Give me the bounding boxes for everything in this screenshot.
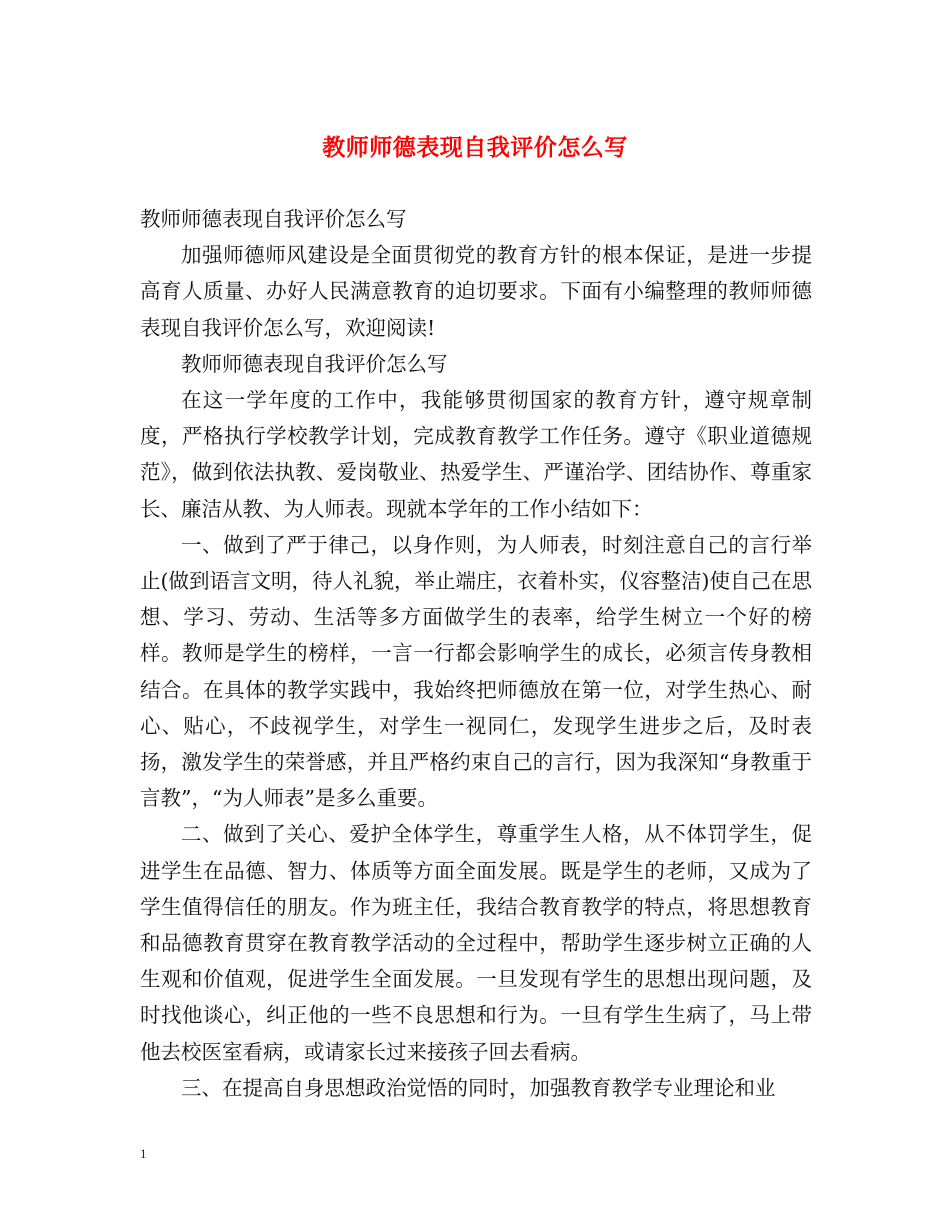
body-paragraph: 二、做到了关心、爱护全体学生，尊重学生人格，从不体罚学生，促进学生在品德、智力、体质等方面全面发展。既是学生的老师，又成为了学生值得信任的朋友。作为班主任，我结合教育教学的特点，将思想教育和品德教育贯穿在教育教学活动的全过程中，帮助学生逐步树立正确的人生观和价值观，促进学生全面发展。一旦发现有学生的思想出现问题，及时找他谈心，纠正他的一些不良思想和行为。一旦有学生生病了，马上带他去校医室看病，或请家长过来接孩子回去看病。 bbox=[140, 822, 812, 1064]
body-paragraph: 在这一学年度的工作中，我能够贯彻国家的教育方针，遵守规章制度，严格执行学校教学计划，完成教育教学工作任务。遵守《职业道德规范》，做到依法执教、爱岗敬业、热爱学生、严谨治学、团结协作、尊重家长、廉洁从教、为人师表。现就本学年的工作小结如下： bbox=[140, 388, 812, 521]
document-title: 教师师德表现自我评价怎么写 bbox=[322, 134, 628, 161]
body-paragraph: 一、做到了严于律己，以身作则，为人师表，时刻注意自己的言行举止(做到语言文明，待人礼貌，举止端庄，衣着朴实，仪容整洁)使自己在思想、学习、劳动、生活等多方面做学生的表率，给学生树立一个好的榜样。教师是学生的榜样，一言一行都会影响学生的成长，必须言传身教相结合。在具体的教学实践中，我始终把师德放在第一位，对学生热心、耐心、贴心，不歧视学生，对学生一视同仁，发现学生进步之后，及时表扬，激发学生的荣誉感，并且严格约束自己的言行，因为我深知“身教重于言教”，“为人师表”是多么重要。 bbox=[140, 532, 812, 811]
body-paragraph: 教师师德表现自我评价怎么写 bbox=[181, 351, 448, 376]
body-paragraph: 教师师德表现自我评价怎么写 bbox=[140, 207, 407, 231]
document-body bbox=[140, 201, 812, 1106]
body-paragraph: 三、在提高自身思想政治觉悟的同时，加强教育教学专业理论和业 bbox=[181, 1075, 776, 1100]
body-paragraph: 加强师德师风建设是全面贯彻党的教育方针的根本保证，是进一步提高育人质量、办好人民满意教育的迫切要求。下面有小编整理的教师师德表现自我评价怎么写，欢迎阅读! bbox=[140, 243, 812, 340]
page-number: 1 bbox=[140, 1146, 147, 1161]
